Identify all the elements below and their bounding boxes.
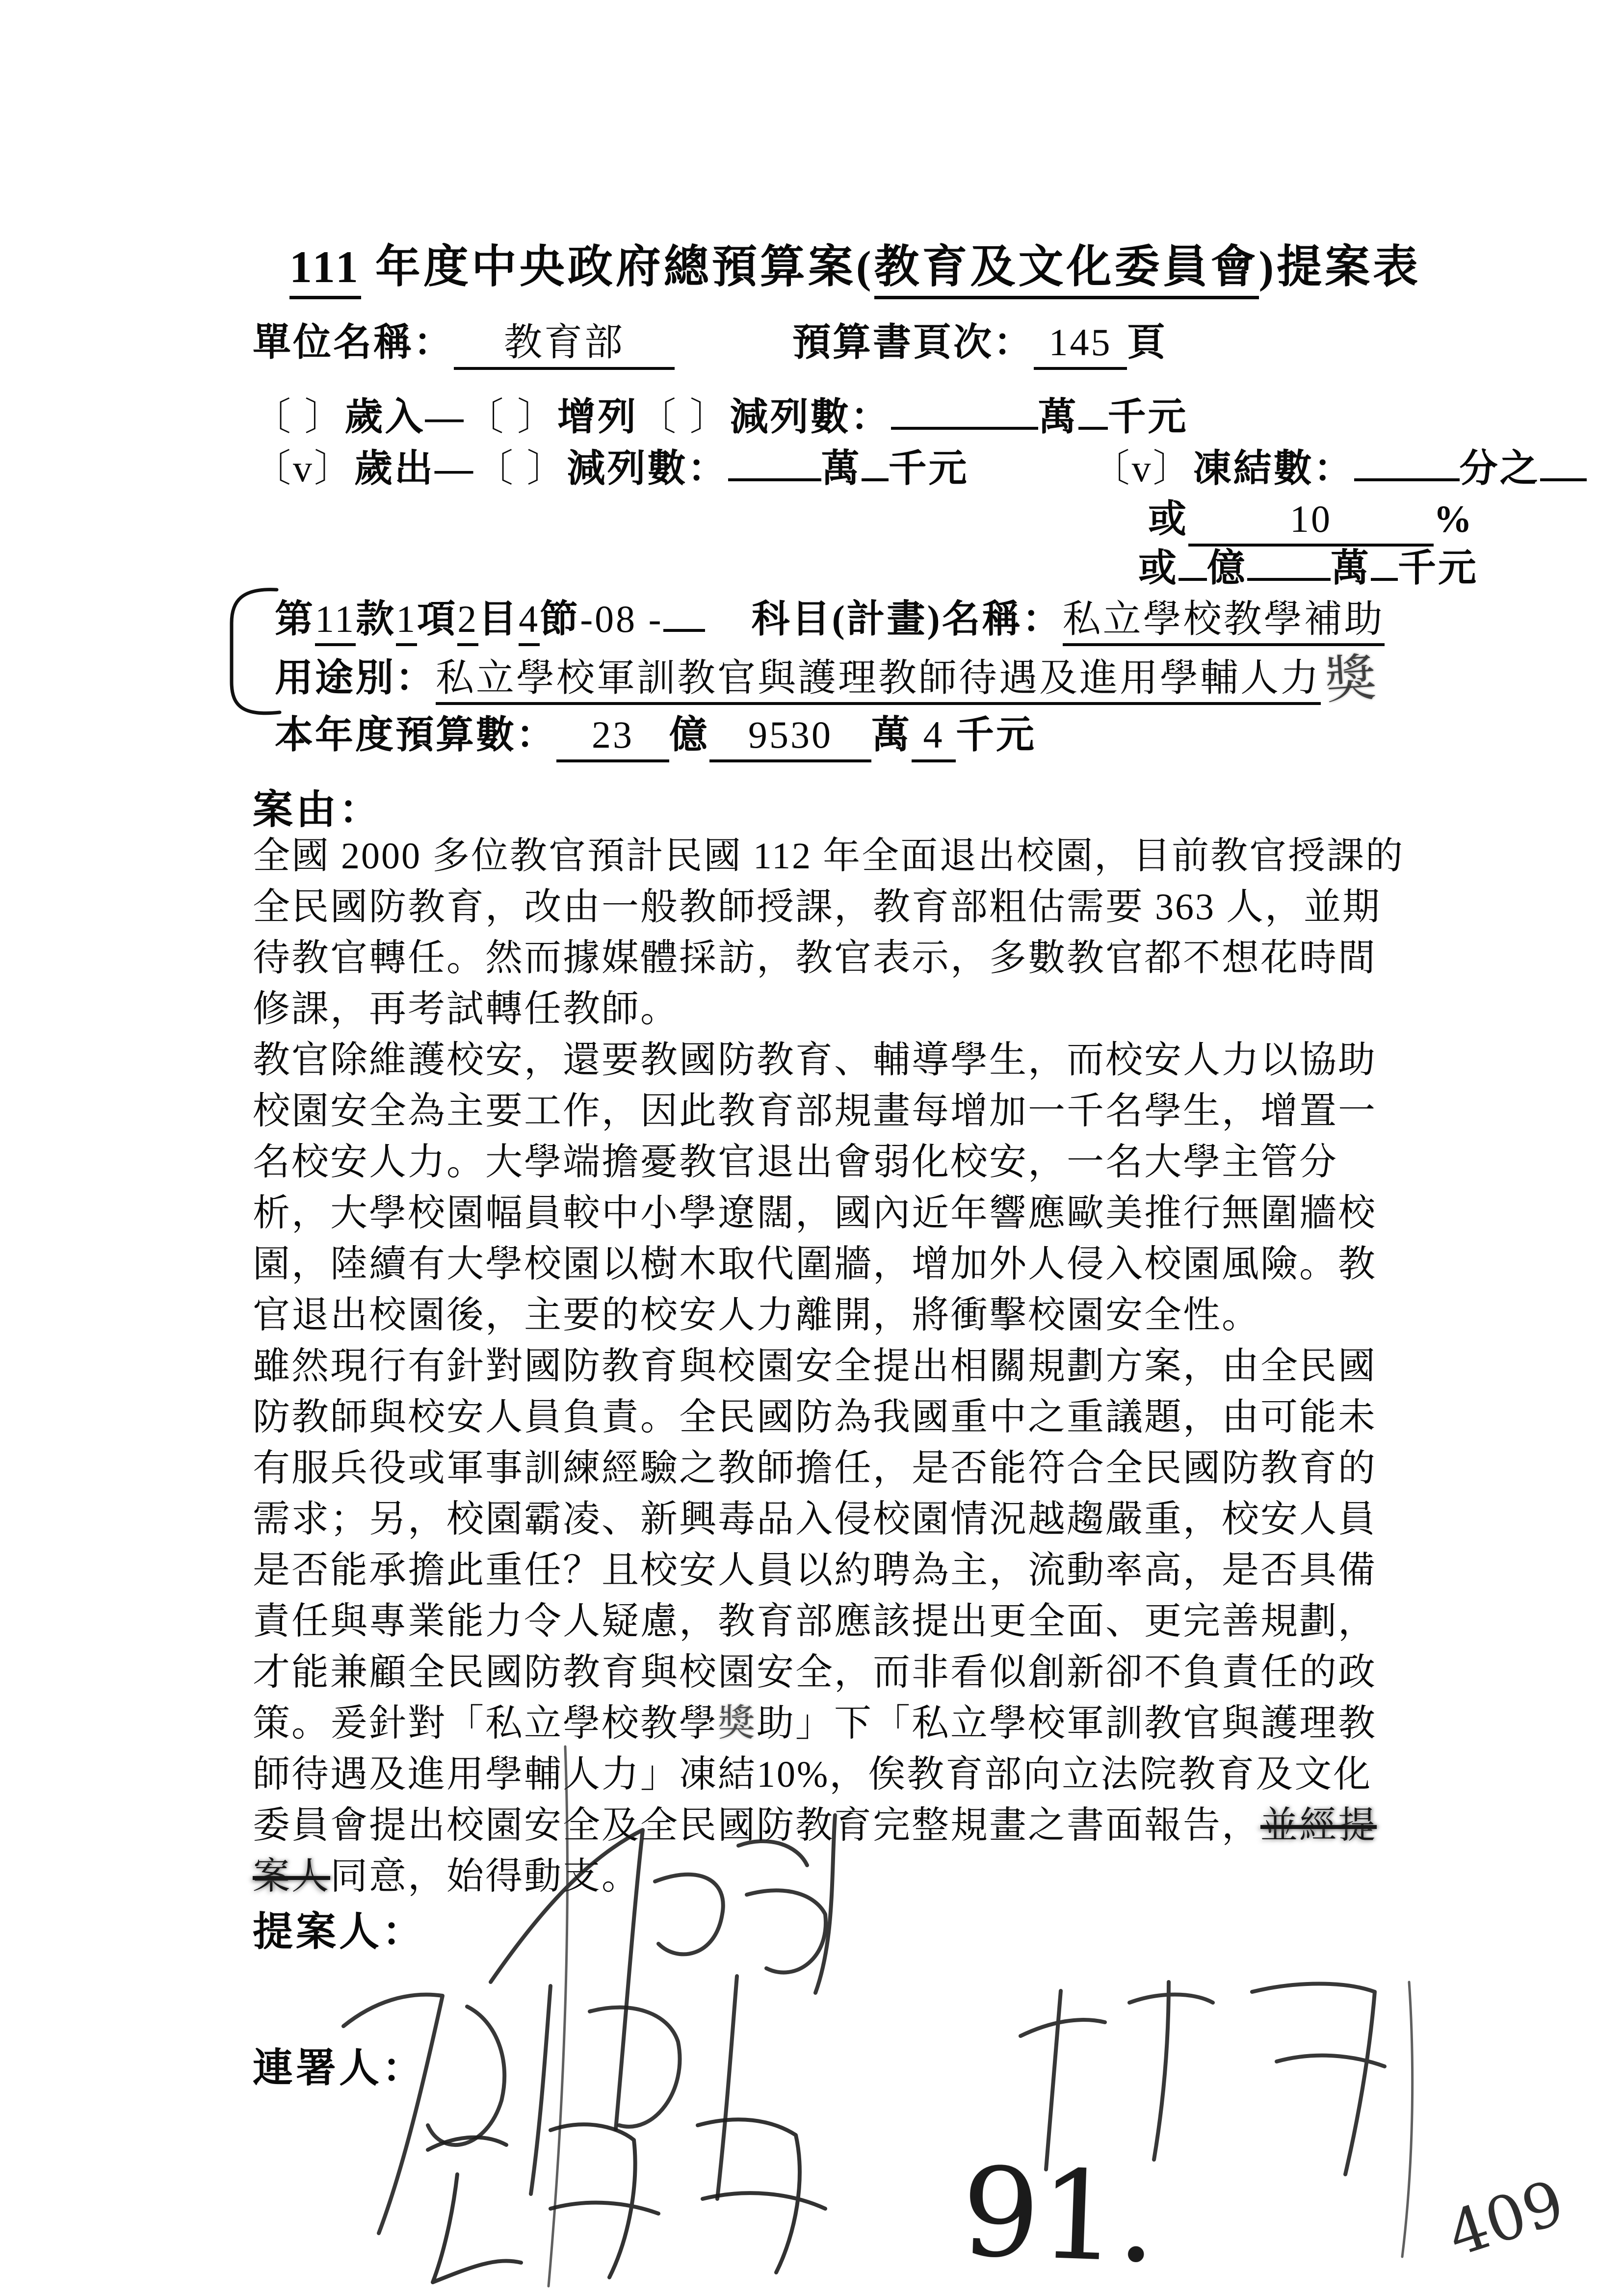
case-line — [253, 1698, 1404, 1749]
case-reason-body — [253, 831, 1404, 1902]
jie-code-blank — [663, 629, 705, 632]
budget-qian-field: 4 — [912, 710, 956, 762]
wan-unit: 萬 — [821, 447, 862, 490]
qian-field — [1078, 427, 1108, 430]
freeze-amount-row — [1138, 544, 1478, 593]
budget-amount-label: 本年度預算數： — [275, 713, 557, 756]
case-line: 需求；另，校園霸凌、新興毒品入侵校園情況越趨嚴重，校安人員 — [253, 1499, 1377, 1540]
title-year: 111 — [289, 242, 361, 299]
case-line: 責任與專業能力令人疑慮，教育部應該提出更全面、更完善規劃， — [253, 1601, 1377, 1642]
wan-unit: 萬 — [871, 713, 912, 756]
case-line: 才能兼顧全民國防教育與校園安全，而非看似創新卻不負責任的政 — [253, 1652, 1377, 1693]
decrease-amount-field — [891, 427, 1038, 430]
qian-field — [862, 478, 889, 481]
case-reason-heading: 案由： — [253, 787, 383, 832]
case-line-text: 委員會提出校園安全及全民國防教育完整規畫之書面報告， — [253, 1805, 1260, 1846]
fenzhi-label: 分之 — [1459, 447, 1540, 490]
qian-field — [1371, 578, 1398, 581]
case-line: 師待遇及進用學輔人力」凍結10%，俟教育部向立法院教育及文化 — [253, 1754, 1372, 1795]
yi-field — [1179, 578, 1207, 581]
checkbox-expense-decrease: 〔 〕 — [475, 447, 567, 490]
budget-page-field: 145 — [1034, 318, 1127, 370]
qianyuan-unit: 千元 — [1107, 395, 1188, 438]
usage-row — [275, 653, 1321, 703]
case-line — [253, 1851, 1404, 1902]
cosigner-signature-1 — [343, 1976, 737, 2233]
case-line: 析，大學校園幅員較中小學遼闊，國內近年響應歐美推行無圍牆校 — [253, 1193, 1377, 1234]
freeze-denominator-field — [1354, 478, 1460, 481]
checkbox-revenue: 〔 〕 — [253, 395, 345, 438]
case-line: 園，陸續有大學校園以樹木取代圍牆，增加外人侵入校園風險。教 — [253, 1244, 1377, 1285]
wan-unit: 萬 — [1038, 395, 1078, 438]
checkbox-increase: 〔 〕 — [465, 395, 558, 438]
case-line-text: 策。爰針對「私立學校教學 — [253, 1703, 718, 1744]
case-line: 教官除維護校安，還要教國防教育、輔導學生，而校安人力以協助 — [253, 1040, 1377, 1081]
xiang-number: 1 — [396, 598, 417, 646]
case-line: 名校安人力。大學端擔憂教官退出會弱化校安，一名大學主管分 — [253, 1142, 1338, 1183]
case-line-text: 助」下「私立學校軍訓教官與護理教 — [757, 1703, 1377, 1744]
decrease-amount-label: 減列數： — [730, 395, 891, 438]
jie-label: 節 — [540, 598, 580, 640]
jie-number: 4 — [519, 598, 540, 646]
case-line: 有服兵役或軍事訓練經驗之教師擔任，是否能符合全民國防教育的 — [253, 1448, 1377, 1489]
yi-unit: 億 — [1207, 547, 1248, 589]
budget-row — [275, 710, 1036, 762]
cosigner-signature-3 — [428, 2119, 825, 2282]
case-line — [253, 1800, 1404, 1851]
case-line: 全民國防教育，改由一般教師授課，教育部粗估需要 363 人，並期 — [253, 887, 1381, 928]
expense-label: 歲出— — [354, 447, 475, 490]
handwritten-page-number: 409 — [1439, 2166, 1573, 2271]
yi-unit: 億 — [669, 713, 710, 756]
kuan-number: 11 — [315, 598, 356, 646]
expense-decrease-field — [728, 478, 821, 481]
revenue-row — [253, 392, 1188, 442]
freeze-amount-label: 凍結數： — [1193, 447, 1354, 490]
or-label: 或 — [1138, 547, 1179, 589]
unit-row — [253, 318, 1167, 370]
page-title — [289, 231, 1421, 295]
usage-value: 私立學校軍訓教官與護理教師待遇及進用學輔人力 — [436, 656, 1321, 705]
case-line: 防教師與校安人員負責。全民國防為我國重中之重議題，由可能未 — [253, 1397, 1377, 1438]
jie-code: -08 - — [580, 598, 663, 640]
checkbox-freeze-checked: 〔v〕 — [1091, 447, 1193, 490]
handwritten-correction-jiang: 獎 — [1323, 650, 1378, 710]
wan-field — [1247, 578, 1331, 581]
proposer-label: 提案人： — [253, 1909, 426, 1954]
case-line: 修課，再考試轉任教師。 — [253, 989, 679, 1030]
budget-page-unit: 頁 — [1127, 321, 1168, 364]
struck-text: 並經提 — [1260, 1805, 1377, 1846]
qianyuan-unit: 千元 — [888, 447, 969, 490]
wan-unit: 萬 — [1331, 547, 1371, 589]
unit-name-field: 教育部 — [454, 318, 675, 370]
budget-wan-field: 9530 — [709, 710, 871, 762]
case-line: 雖然現行有針對國防教育與校園安全提出相關規劃方案，由全民國 — [253, 1346, 1377, 1387]
percent-sign: % — [1434, 497, 1474, 540]
mu-number: 2 — [457, 598, 478, 646]
usage-label: 用途別： — [275, 656, 436, 699]
di-label: 第 — [275, 598, 315, 640]
case-line: 校園安全為主要工作，因此教育部規畫每增加一千名學生，增置一 — [253, 1091, 1377, 1132]
expense-row — [253, 444, 1587, 493]
struck-text: 案人 — [253, 1856, 330, 1897]
case-line: 官退出校園後，主要的校安人力離開，將衝擊校園安全性。 — [253, 1295, 1260, 1336]
freeze-numerator-field — [1540, 478, 1587, 481]
checkbox-expense-checked: 〔v〕 — [253, 447, 355, 490]
kuan-label: 款 — [356, 598, 396, 640]
title-seg: )提案表 — [1258, 242, 1421, 292]
increase-label: 增列 — [557, 395, 638, 438]
checkbox-decrease: 〔 〕 — [638, 395, 730, 438]
mu-label: 目 — [478, 598, 519, 640]
title-seg: 年度中央政府總預算案( — [361, 242, 874, 292]
subject-name-value: 私立學校教學補助 — [1063, 598, 1385, 646]
qianyuan-unit: 千元 — [956, 713, 1037, 756]
freeze-percent-row — [1148, 495, 1474, 547]
or-label: 或 — [1148, 497, 1189, 540]
budget-yi-field: 23 — [556, 710, 669, 762]
case-line-text: 同意，始得動支。 — [330, 1856, 640, 1897]
case-line: 全國 2000 多位教官預計民國 112 年全面退出校園，目前教官授課的 — [253, 835, 1405, 877]
unit-name-label: 單位名稱： — [253, 321, 454, 364]
freeze-percent-field: 10 — [1188, 495, 1434, 547]
handwritten-char-jiang: 獎 — [718, 1703, 757, 1744]
handwritten-number: 91. — [959, 2140, 1159, 2290]
cosigner-label: 連署人： — [253, 2046, 426, 2090]
case-line: 待教官轉任。然而據媒體採訪，教官表示，多數教官都不想花時間 — [253, 938, 1377, 979]
item-row — [275, 595, 1385, 644]
expense-decrease-label: 減列數： — [567, 447, 728, 490]
revenue-label: 歲入— — [344, 395, 466, 438]
xiang-label: 項 — [417, 598, 458, 640]
qianyuan-unit: 千元 — [1398, 547, 1479, 589]
subject-name-label: 科目(計畫)名稱： — [751, 598, 1063, 640]
title-committee: 教育及文化委員會 — [874, 242, 1259, 299]
budget-page-label: 預算書頁次： — [792, 321, 1034, 364]
case-line: 是否能承擔此重任？且校安人員以約聘為主，流動率高，是否具備 — [253, 1550, 1377, 1591]
